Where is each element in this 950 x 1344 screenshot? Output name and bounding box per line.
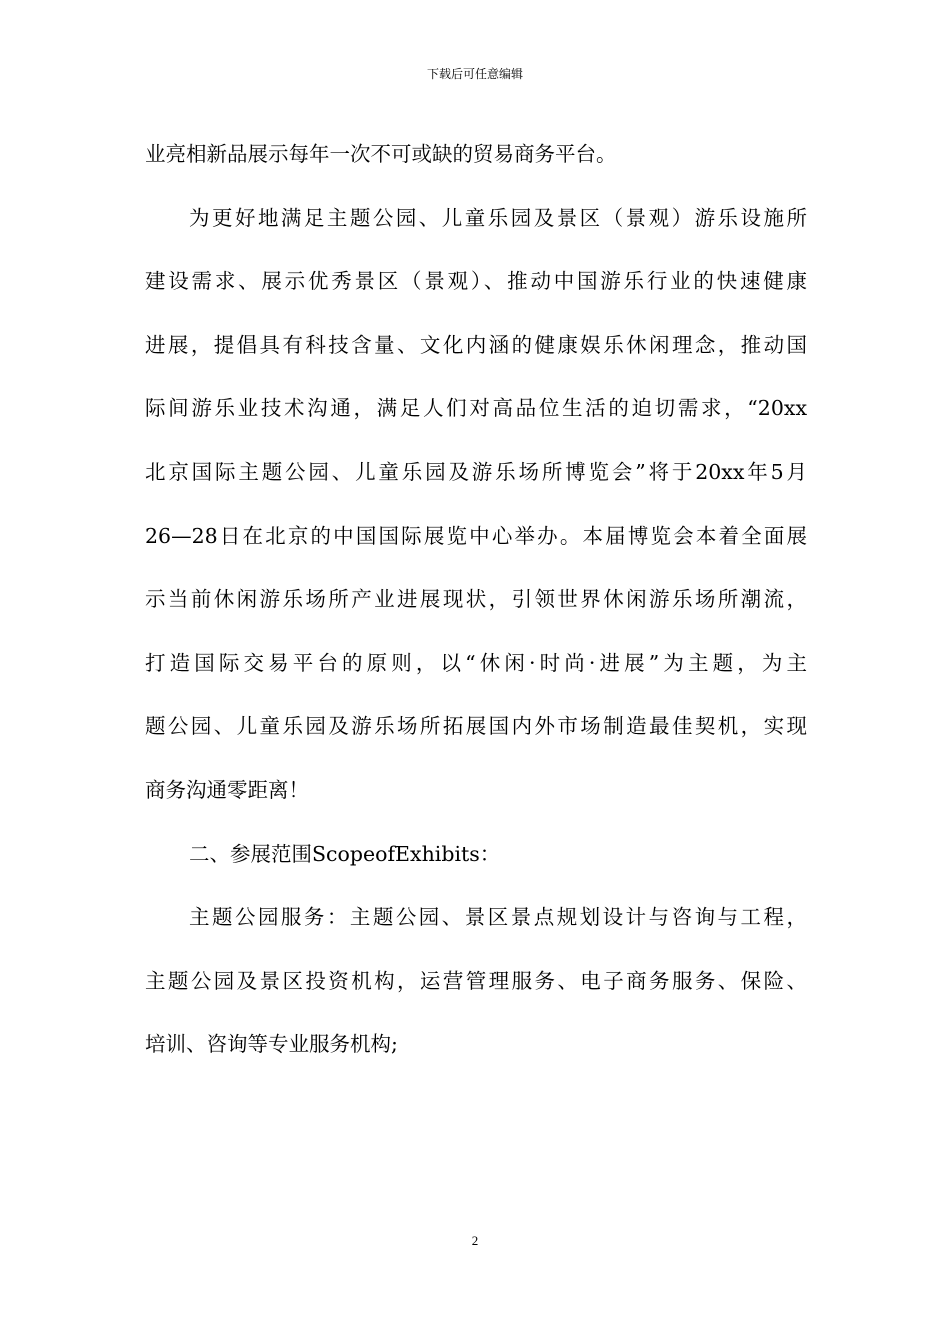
paragraph-line: 示当前休闲游乐场所产业进展现状，引领世界休闲游乐场所潮流， [145, 587, 807, 612]
paragraph-line: 进展，提倡具有科技含量、文化内涵的健康娱乐休闲理念，推动国 [145, 332, 807, 357]
paragraph-line: 业亮相新品展示每年一次不可或缺的贸易商务平台。 [145, 142, 617, 166]
paragraph-line: 26—28日在北京的中国国际展览中心举办。本届博览会本着全面展 [145, 523, 807, 548]
paragraph-line: 北京国际主题公园、儿童乐园及游乐场所博览会”将于20xx年5月 [145, 459, 807, 484]
paragraph-line: 建设需求、展示优秀景区（景观）、推动中国游乐行业的快速健康 [145, 269, 807, 294]
paragraph-line: 培训、咨询等专业服务机构; [145, 1032, 398, 1057]
paragraph-line: 题公园、儿童乐园及游乐场所拓展国内外市场制造最佳契机，实现 [145, 714, 807, 739]
page-header: 下载后可任意编辑 [426, 67, 523, 81]
document-body [145, 128, 807, 1082]
paragraph-line: 打造国际交易平台的原则，以“休闲·时尚·进展”为主题，为主 [145, 650, 807, 675]
section-heading: 二、参展范围ScopeofExhibits： [189, 841, 501, 866]
page-number: 2 [471, 1233, 479, 1248]
paragraph-line: 主题公园及景区投资机构，运营管理服务、电子商务服务、保险、 [145, 968, 807, 993]
paragraph-line: 商务沟通零距离！ [145, 777, 309, 802]
paragraph-line: 际间游乐业技术沟通，满足人们对高品位生活的迫切需求，“20xx [145, 396, 807, 421]
paragraph-line: 主题公园服务：主题公园、景区景点规划设计与咨询与工程， [189, 905, 807, 930]
paragraph-line: 为更好地满足主题公园、儿童乐园及景区（景观）游乐设施所 [189, 205, 807, 230]
